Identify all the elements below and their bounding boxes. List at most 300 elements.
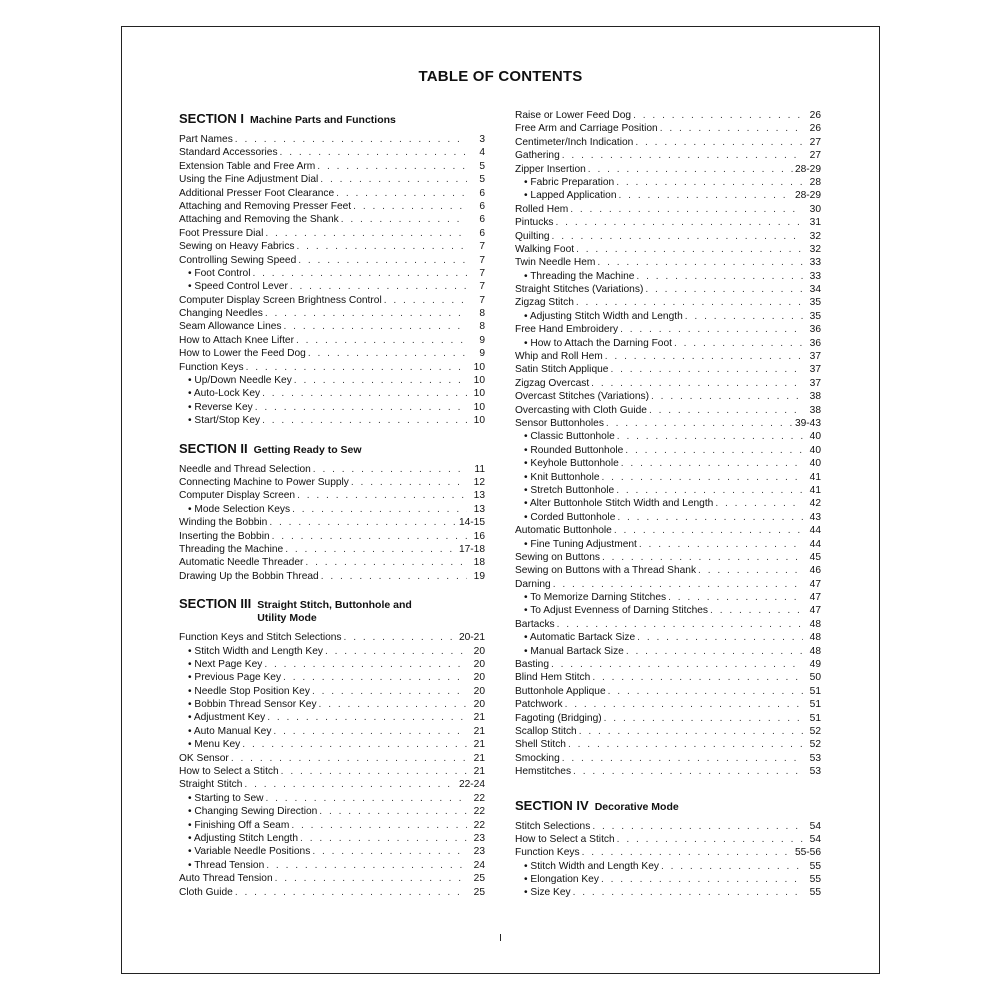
entry-page: 47 xyxy=(809,578,821,590)
dot-leader xyxy=(621,457,803,470)
entry-page: 26 xyxy=(809,123,821,135)
dot-leader xyxy=(384,294,467,307)
section-heading xyxy=(515,799,821,814)
document-page xyxy=(121,26,880,974)
dot-leader xyxy=(294,374,467,387)
entry-page: 20 xyxy=(473,672,485,684)
dot-leader xyxy=(619,189,793,202)
entry-title: • Classic Buttonhole xyxy=(524,431,615,443)
entry-title: Sewing on Heavy Fabrics xyxy=(179,241,295,253)
dot-leader xyxy=(616,484,803,497)
toc-entry xyxy=(515,109,821,122)
entry-title: How to Select a Stitch xyxy=(515,833,615,845)
toc-entry xyxy=(515,390,821,403)
page-title: TABLE OF CONTENTS xyxy=(418,68,583,85)
toc-entry xyxy=(179,213,485,226)
dot-leader xyxy=(297,489,467,502)
entry-page: 20 xyxy=(473,685,485,697)
entry-page: 38 xyxy=(809,404,821,416)
dot-leader xyxy=(625,444,803,457)
entry-page: 20 xyxy=(473,658,485,670)
toc-entry xyxy=(515,203,821,216)
dot-leader xyxy=(284,320,467,333)
dot-leader xyxy=(244,778,457,791)
toc-entry xyxy=(515,698,821,711)
entry-title: Twin Needle Hem xyxy=(515,257,596,269)
entry-page: 20-21 xyxy=(458,632,485,644)
entry-page: 17-18 xyxy=(458,543,485,555)
toc-entry xyxy=(515,323,821,336)
dot-leader xyxy=(344,631,457,644)
entry-page: 43 xyxy=(809,511,821,523)
entry-title: • Adjusting Stitch Length xyxy=(188,832,299,844)
dot-leader xyxy=(562,149,803,162)
entry-title: How to Attach Knee Lifter xyxy=(179,334,294,346)
dot-leader xyxy=(637,631,803,644)
dot-leader xyxy=(610,363,803,376)
entry-page: 19 xyxy=(473,570,485,582)
dot-leader xyxy=(674,337,803,350)
toc-subentry xyxy=(179,845,485,858)
toc-entry xyxy=(515,243,821,256)
toc-entry xyxy=(179,160,485,173)
toc-entry xyxy=(179,320,485,333)
dot-leader xyxy=(552,230,803,243)
entry-page: 6 xyxy=(479,200,485,212)
toc-entry xyxy=(179,240,485,253)
dot-leader xyxy=(297,240,467,253)
entry-title: • Adjusting Stitch Width and Length xyxy=(524,310,683,322)
section-heading xyxy=(179,112,485,127)
entry-page: 21 xyxy=(473,725,485,737)
entry-title: Quilting xyxy=(515,230,550,242)
dot-leader xyxy=(608,685,803,698)
toc-entry xyxy=(515,846,821,859)
dot-leader xyxy=(285,543,457,556)
entry-title: Zigzag Overcast xyxy=(515,377,590,389)
toc-list xyxy=(179,133,485,428)
toc-subentry xyxy=(515,430,821,443)
entry-page: 26 xyxy=(809,110,821,121)
entry-title: • Menu Key xyxy=(188,739,241,751)
entry-title: • Stretch Buttonhole xyxy=(524,484,615,496)
entry-page: 6 xyxy=(479,214,485,226)
toc-entry xyxy=(515,524,821,537)
entry-title: • Foot Control xyxy=(188,267,251,279)
dot-leader xyxy=(588,163,793,176)
entry-page: 21 xyxy=(473,712,485,724)
entry-title: Winding the Bobbin xyxy=(179,517,268,529)
toc-entry xyxy=(515,564,821,577)
toc-entry xyxy=(515,283,821,296)
section-label: SECTION III xyxy=(179,596,252,612)
toc-subentry xyxy=(515,189,821,202)
entry-page: 49 xyxy=(809,659,821,671)
entry-title: • Lapped Application xyxy=(524,190,617,202)
dot-leader xyxy=(325,645,467,658)
entry-page: 35 xyxy=(809,297,821,309)
dot-leader xyxy=(635,136,803,149)
entry-page: 9 xyxy=(479,334,485,346)
entry-title: Smocking xyxy=(515,752,560,764)
entry-title: Overcast Stitches (Variations) xyxy=(515,391,649,403)
entry-title: • Alter Buttonhole Stitch Width and Length xyxy=(524,498,714,510)
dot-leader xyxy=(562,752,803,765)
entry-title: Fagoting (Bridging) xyxy=(515,712,602,724)
toc-entry xyxy=(515,136,821,149)
entry-page: 22 xyxy=(473,792,485,804)
entry-title: Automatic Buttonhole xyxy=(515,525,612,537)
entry-title: • Changing Sewing Direction xyxy=(188,806,318,818)
entry-page: 8 xyxy=(479,321,485,333)
toc-entry xyxy=(515,256,821,269)
dot-leader xyxy=(660,122,803,135)
entry-title: Extension Table and Free Arm xyxy=(179,160,316,172)
entry-page: 53 xyxy=(809,752,821,764)
entry-page: 40 xyxy=(809,444,821,456)
entry-title: Satin Stitch Applique xyxy=(515,364,609,376)
dot-leader xyxy=(265,307,467,320)
entry-title: • Automatic Bartack Size xyxy=(524,632,636,644)
dot-leader xyxy=(312,845,467,858)
toc-subentry xyxy=(179,374,485,387)
dot-leader xyxy=(715,497,803,510)
entry-page: 10 xyxy=(473,388,485,400)
entry-page: 23 xyxy=(473,846,485,858)
entry-page: 52 xyxy=(809,739,821,751)
dot-leader xyxy=(602,471,804,484)
entry-title: Blind Hem Stitch xyxy=(515,672,591,684)
entry-page: 24 xyxy=(473,859,485,871)
dot-leader xyxy=(573,765,803,778)
entry-page: 41 xyxy=(809,484,821,496)
dot-leader xyxy=(616,176,803,189)
entry-page: 12 xyxy=(473,476,485,488)
entry-title: • Variable Needle Positions xyxy=(188,846,311,858)
entry-page: 22 xyxy=(473,819,485,831)
entry-page: 13 xyxy=(473,490,485,502)
toc-subentry xyxy=(515,591,821,604)
entry-title: Computer Display Screen xyxy=(179,490,296,502)
entry-title: Patchwork xyxy=(515,699,563,711)
entry-title: Shell Stitch xyxy=(515,739,566,751)
entry-page: 45 xyxy=(809,551,821,563)
entry-title: • Keyhole Buttonhole xyxy=(524,458,619,470)
toc-entry xyxy=(515,752,821,765)
toc-entry xyxy=(515,296,821,309)
entry-title: Cloth Guide xyxy=(179,886,233,898)
entry-title: Overcasting with Cloth Guide xyxy=(515,404,647,416)
entry-page: 37 xyxy=(809,364,821,376)
dot-leader xyxy=(557,618,803,631)
entry-page: 28 xyxy=(809,176,821,188)
entry-page: 16 xyxy=(473,530,485,542)
toc-subentry xyxy=(179,280,485,293)
entry-page: 54 xyxy=(809,833,821,845)
dot-leader xyxy=(710,604,803,617)
entry-page: 11 xyxy=(474,463,485,475)
entry-title: Automatic Needle Threader xyxy=(179,557,304,569)
entry-title: Free Arm and Carriage Position xyxy=(515,123,658,135)
entry-page: 50 xyxy=(809,672,821,684)
dot-leader xyxy=(231,752,467,765)
dot-leader xyxy=(592,820,803,833)
entry-title: How to Lower the Feed Dog xyxy=(179,348,306,360)
toc-subentry xyxy=(179,503,485,516)
toc-entry xyxy=(515,163,821,176)
entry-title: • Auto-Lock Key xyxy=(188,388,261,400)
toc-entry xyxy=(179,489,485,502)
toc-subentry xyxy=(515,310,821,323)
section-name: Decorative Mode xyxy=(594,800,679,813)
entry-page: 47 xyxy=(809,605,821,617)
entry-title: Additional Presser Foot Clearance xyxy=(179,187,335,199)
entry-page: 32 xyxy=(809,230,821,242)
toc-subentry xyxy=(515,886,821,899)
toc-entry xyxy=(179,294,485,307)
dot-leader xyxy=(633,109,803,122)
entry-title: • Previous Page Key xyxy=(188,672,282,684)
dot-leader xyxy=(296,334,467,347)
entry-page: 27 xyxy=(809,150,821,162)
toc-subentry xyxy=(515,337,821,350)
dot-leader xyxy=(281,765,467,778)
entry-title: Walking Foot xyxy=(515,243,575,255)
toc-entry xyxy=(515,551,821,564)
entry-title: Darning xyxy=(515,578,551,590)
entry-title: • Auto Manual Key xyxy=(188,725,272,737)
entry-title: Seam Allowance Lines xyxy=(179,321,282,333)
entry-page: 5 xyxy=(479,160,485,172)
entry-title: Hemstitches xyxy=(515,766,572,778)
entry-title: Straight Stitch xyxy=(179,779,243,791)
entry-page: 52 xyxy=(809,725,821,737)
section-name: Machine Parts and Functions xyxy=(250,114,396,126)
entry-page: 37 xyxy=(809,351,821,363)
toc-subentry xyxy=(515,270,821,283)
entry-title: • To Memorize Darning Stitches xyxy=(524,592,667,604)
entry-title: Stitch Selections xyxy=(515,820,591,832)
entry-title: Computer Display Screen Brightness Control xyxy=(179,294,382,306)
toc-subentry xyxy=(515,860,821,873)
toc-subentry xyxy=(179,671,485,684)
toc-entry xyxy=(179,200,485,213)
dot-leader xyxy=(341,213,467,226)
entry-title: • To Adjust Evenness of Darning Stitches xyxy=(524,605,709,617)
dot-leader xyxy=(601,873,803,886)
dot-leader xyxy=(312,685,467,698)
entry-page: 7 xyxy=(479,254,485,266)
entry-title: • Needle Stop Position Key xyxy=(188,685,310,697)
toc-entry xyxy=(515,417,821,430)
section-label: SECTION I xyxy=(179,111,245,126)
dot-leader xyxy=(614,524,803,537)
entry-page: 7 xyxy=(479,267,485,279)
toc-entry xyxy=(515,738,821,751)
dot-leader xyxy=(319,805,467,818)
toc-subentry xyxy=(179,401,485,414)
entry-page: 51 xyxy=(809,685,821,697)
toc-subentry xyxy=(515,511,821,524)
entry-page: 40 xyxy=(809,431,821,443)
entry-title: Straight Stitches (Variations) xyxy=(515,284,644,296)
toc-entry xyxy=(515,404,821,417)
entry-page: 42 xyxy=(809,498,821,510)
entry-title: Changing Needles xyxy=(179,308,263,320)
toc-subentry xyxy=(179,711,485,724)
dot-leader xyxy=(592,671,803,684)
toc-subentry xyxy=(515,631,821,644)
dot-leader xyxy=(636,270,803,283)
toc-subentry xyxy=(179,738,485,751)
entry-title: • Size Key xyxy=(524,887,571,899)
toc-subentry xyxy=(179,387,485,400)
dot-leader xyxy=(267,711,467,724)
entry-page: 14-15 xyxy=(458,517,485,529)
entry-title: • Corded Buttonhole xyxy=(524,511,616,523)
entry-page: 18 xyxy=(473,557,485,569)
entry-page: 20 xyxy=(473,645,485,657)
toc-subentry xyxy=(515,645,821,658)
entry-page: 10 xyxy=(473,401,485,413)
dot-leader xyxy=(319,698,467,711)
entry-title: Rolled Hem xyxy=(515,203,569,215)
left-column xyxy=(179,112,485,899)
section-heading xyxy=(179,442,485,457)
dot-leader xyxy=(685,310,803,323)
entry-title: Part Names xyxy=(179,134,233,145)
entry-page: 47 xyxy=(809,592,821,604)
entry-page: 34 xyxy=(809,284,821,296)
entry-title: How to Select a Stitch xyxy=(179,766,279,778)
entry-page: 10 xyxy=(473,361,485,373)
toc-entry xyxy=(515,725,821,738)
toc-list xyxy=(179,631,485,899)
entry-page: 55 xyxy=(809,874,821,886)
entry-page: 36 xyxy=(809,324,821,336)
entry-page: 22 xyxy=(473,806,485,818)
entry-page: 7 xyxy=(479,294,485,306)
entry-page: 20 xyxy=(473,699,485,711)
toc-entry xyxy=(515,685,821,698)
toc-entry xyxy=(515,350,821,363)
entry-page: 46 xyxy=(809,565,821,577)
dot-leader xyxy=(620,323,803,336)
dot-leader xyxy=(597,256,803,269)
section-label: SECTION IV xyxy=(515,797,589,813)
entry-page: 13 xyxy=(473,503,485,515)
entry-page: 48 xyxy=(809,632,821,644)
dot-leader xyxy=(565,698,803,711)
dot-leader xyxy=(283,671,467,684)
dot-leader xyxy=(604,712,803,725)
entry-title: • Stitch Width and Length Key xyxy=(188,645,323,657)
toc-subentry xyxy=(179,698,485,711)
dot-leader xyxy=(576,243,803,256)
entry-page: 25 xyxy=(473,886,485,898)
dot-leader xyxy=(579,725,803,738)
toc-subentry xyxy=(515,538,821,551)
entry-title: Function Keys xyxy=(179,361,244,373)
dot-leader xyxy=(570,203,803,216)
entry-page: 44 xyxy=(809,538,821,550)
dot-leader xyxy=(298,254,467,267)
entry-page: 51 xyxy=(809,712,821,724)
toc-entry xyxy=(515,377,821,390)
entry-title: Sensor Buttonholes xyxy=(515,417,604,429)
entry-title: • Mode Selection Keys xyxy=(188,503,291,515)
entry-page: 9 xyxy=(479,348,485,360)
entry-title: Inserting the Bobbin xyxy=(179,530,270,542)
entry-title: Basting xyxy=(515,659,549,671)
toc-entry xyxy=(179,361,485,374)
dot-leader xyxy=(649,404,803,417)
dot-leader xyxy=(252,267,467,280)
entry-page: 23 xyxy=(473,832,485,844)
entry-title: Sewing on Buttons xyxy=(515,551,600,563)
toc-entry xyxy=(515,230,821,243)
entry-page: 6 xyxy=(479,187,485,199)
dot-leader xyxy=(273,725,467,738)
toc-entry xyxy=(515,618,821,631)
entry-title: Controlling Sewing Speed xyxy=(179,254,297,266)
dot-leader xyxy=(606,417,793,430)
entry-page: 40 xyxy=(809,458,821,470)
dot-leader xyxy=(651,390,803,403)
dot-leader xyxy=(336,187,467,200)
dot-leader xyxy=(246,361,467,374)
dot-leader xyxy=(617,833,803,846)
entry-page: 30 xyxy=(809,203,821,215)
toc-entry xyxy=(179,556,485,569)
toc-entry xyxy=(179,516,485,529)
toc-subentry xyxy=(179,725,485,738)
toc-entry xyxy=(179,765,485,778)
dot-leader xyxy=(235,886,467,899)
entry-page: 21 xyxy=(473,766,485,778)
dot-leader xyxy=(573,886,803,899)
entry-page: 48 xyxy=(809,618,821,630)
entry-title: Using the Fine Adjustment Dial xyxy=(179,174,319,186)
page-number: I xyxy=(499,933,502,944)
section-name: Getting Ready to Sew xyxy=(253,443,362,456)
toc-entry xyxy=(179,173,485,186)
entry-title: • Knit Buttonhole xyxy=(524,471,600,483)
toc-entry xyxy=(515,820,821,833)
toc-subentry xyxy=(179,267,485,280)
entry-title: Auto Thread Tension xyxy=(179,873,273,885)
entry-page: 6 xyxy=(479,227,485,239)
entry-page: 33 xyxy=(809,257,821,269)
toc-entry xyxy=(179,631,485,644)
entry-title: Sewing on Buttons with a Thread Shank xyxy=(515,565,697,577)
dot-leader xyxy=(639,538,803,551)
entry-title: Free Hand Embroidery xyxy=(515,324,619,336)
dot-leader xyxy=(305,556,467,569)
dot-leader xyxy=(262,414,467,427)
entry-page: 22-24 xyxy=(458,779,485,791)
entry-title: • Start/Stop Key xyxy=(188,415,261,427)
section-heading xyxy=(179,597,485,625)
toc-entry xyxy=(515,363,821,376)
toc-list xyxy=(179,463,485,584)
toc-entry xyxy=(515,765,821,778)
dot-leader xyxy=(320,173,467,186)
toc-entry xyxy=(179,476,485,489)
entry-title: • Stitch Width and Length Key xyxy=(524,860,659,872)
toc-entry xyxy=(179,334,485,347)
entry-title: Attaching and Removing Presser Feet xyxy=(179,200,352,212)
